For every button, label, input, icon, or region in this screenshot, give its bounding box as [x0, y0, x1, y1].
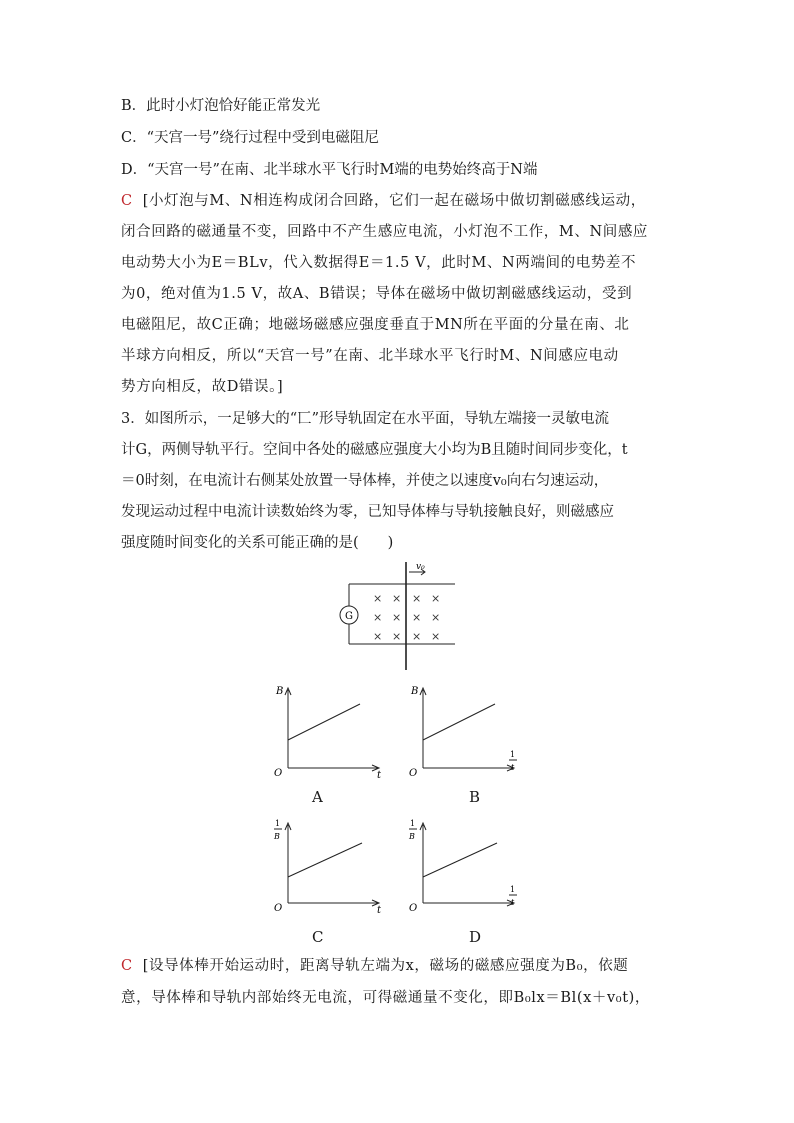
- field-cross: ×: [373, 592, 383, 605]
- graph-c-x-label: t: [377, 905, 382, 915]
- velocity-label: v₀: [416, 562, 425, 572]
- graph-b: [405, 680, 530, 780]
- field-cross: ×: [373, 630, 383, 643]
- graph-b-origin: O: [409, 768, 418, 779]
- graph-d-y-numerator: 1: [410, 819, 416, 828]
- graph-d-origin: O: [409, 903, 418, 914]
- graph-a-y-label: B: [276, 686, 284, 697]
- graph-b-caption: B: [469, 788, 481, 806]
- graph-d-y-denominator: B: [409, 832, 415, 841]
- graph-d-x-numerator: 1: [510, 885, 516, 894]
- question3-line-1: 3．如图所示，一足够大的“匸”形导轨固定在水平面，导轨左端接一灵敏电流: [121, 411, 610, 427]
- field-cross: ×: [373, 611, 383, 624]
- galvanometer-label: G: [345, 611, 353, 622]
- option-c: C．“天宫一号”绕行过程中受到电磁阻尼: [121, 130, 379, 146]
- question3-line-2: 计G，两侧导轨平行。空间中各处的磁感应强度大小均为B且随时间同步变化，t: [121, 442, 628, 458]
- field-cross: ×: [392, 630, 402, 643]
- graph-d-x-denominator: t: [511, 898, 515, 907]
- answer2-line-6: 半球方向相反，所以“天宫一号”在南、北半球水平飞行时M、N间感应电动: [121, 348, 619, 364]
- field-cross: ×: [392, 592, 402, 605]
- answer2-line-7: 势方向相反，故D错误。]: [121, 379, 284, 395]
- field-cross: ×: [412, 611, 422, 624]
- answer2-line-5: 电磁阻尼，故C正确；地磁场磁感应强度垂直于MN所在平面的分量在南、北: [121, 317, 630, 333]
- answer2-line-1: C [小灯泡与M、N相连构成闭合回路，它们一起在磁场中做切割磁感线运动，: [121, 193, 646, 209]
- graph-c: [270, 815, 390, 915]
- graph-c-caption: C: [312, 928, 324, 946]
- field-cross: ×: [431, 611, 441, 624]
- option-d: D．“天宫一号”在南、北半球水平飞行时M端的电势始终高于N端: [121, 162, 538, 178]
- answer3-line-1: C [设导体棒开始运动时，距离导轨左端为x，磁场的磁感应强度为B₀，依题: [121, 958, 629, 974]
- graph-d-caption: D: [469, 928, 482, 946]
- answer2-line-3: 电动势大小为E＝BLv，代入数据得E＝1.5 V，此时M、N两端间的电势差不: [121, 255, 637, 271]
- answer2-letter: C: [121, 193, 133, 209]
- graph-d: [405, 815, 530, 915]
- graph-a-x-label: t: [377, 770, 382, 780]
- question3-line-5: 强度随时间变化的关系可能正确的是( ): [121, 535, 394, 551]
- field-cross: ×: [431, 630, 441, 643]
- answer3-line-2: 意，导体棒和导轨内部始终无电流，可得磁通量不变化，即B₀lx＝Bl(x＋v₀t)，: [121, 990, 650, 1006]
- graph-b-x-numerator: 1: [510, 750, 516, 759]
- field-cross: ×: [392, 611, 402, 624]
- rail-circuit-figure: [325, 560, 465, 672]
- graph-b-x-denominator: t: [511, 763, 515, 772]
- graph-c-origin: O: [274, 903, 283, 914]
- question3-line-3: ＝0时刻，在电流计右侧某处放置一导体棒，并使之以速度v₀向右匀速运动，: [121, 473, 609, 489]
- option-b: B．此时小灯泡恰好能正常发光: [121, 98, 321, 114]
- graph-a: [270, 680, 390, 780]
- graph-a-origin: O: [274, 768, 283, 779]
- field-cross: ×: [412, 592, 422, 605]
- graph-a-caption: A: [312, 788, 323, 806]
- answer3-letter: C: [121, 958, 133, 974]
- graph-c-y-numerator: 1: [275, 819, 281, 828]
- graph-c-y-denominator: B: [274, 832, 280, 841]
- graph-b-y-label: B: [411, 686, 419, 697]
- answer2-line-2: 闭合回路的磁通量不变，回路中不产生感应电流，小灯泡不工作，M、N间感应: [121, 224, 649, 240]
- answer2-line-4: 为0，绝对值为1.5 V，故A、B错误；导体在磁场中做切割磁感线运动，受到: [121, 286, 633, 302]
- field-cross: ×: [412, 630, 422, 643]
- question3-line-4: 发现运动过程中电流计读数始终为零，已知导体棒与导轨接触良好，则磁感应: [121, 504, 614, 520]
- field-cross: ×: [431, 592, 441, 605]
